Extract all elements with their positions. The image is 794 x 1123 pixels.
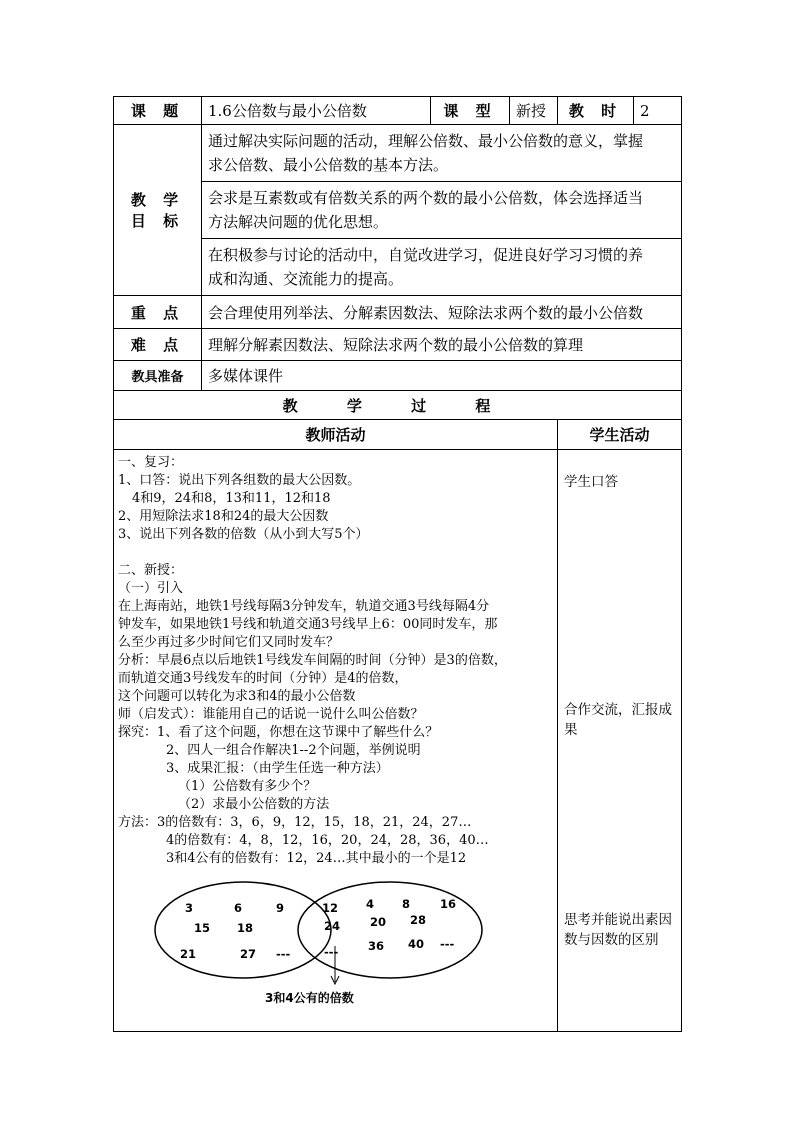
teacher-line: 3和4公有的倍数有：12，24…其中最小的一个是12	[166, 851, 467, 866]
goal-item-3-line1: 在积极参与讨论的活动中，自觉改进学习，促进良好学习习惯的养	[208, 246, 644, 264]
student-activity-head: 学生活动	[558, 420, 682, 450]
venn-svg	[118, 878, 538, 1008]
venn-caption: 3和4公有的倍数	[265, 991, 354, 1005]
venn-number-common: 24	[324, 919, 341, 933]
venn-number-left: 3	[185, 901, 194, 915]
venn-number-right: 28	[410, 913, 427, 927]
venn-number-right: ---	[440, 937, 455, 951]
process-title-row	[114, 391, 682, 420]
tools-label: 教具准备	[114, 361, 202, 391]
venn-number-right: 20	[370, 915, 387, 929]
tools-row	[114, 361, 682, 391]
student-note: 合作交流，汇报成果	[564, 702, 672, 738]
teacher-line: 4和9，24和8，13和11，12和18	[132, 491, 331, 506]
teacher-line: （一）引入	[118, 581, 184, 596]
difficult-point-value: 理解分解素因数法、短除法求两个数的最小公倍数的算理	[202, 329, 682, 361]
type-value: 新授	[510, 97, 558, 125]
topic-label: 课 题	[114, 97, 202, 125]
teacher-line: 3、说出下列各数的倍数（从小到大写5个）	[118, 527, 369, 542]
key-point-value: 会合理使用列举法、分解素因数法、短除法求两个数的最小公倍数	[202, 296, 682, 329]
teacher-line: 分析：早晨6点以后地铁1号线发车间隔的时间（分钟）是3的倍数，	[118, 653, 507, 668]
difficult-point-label: 难 点	[114, 329, 202, 361]
type-label: 课 型	[431, 97, 510, 125]
teacher-line: 而轨道交通3号线发车的时间（分钟）是4的倍数，	[118, 671, 408, 686]
goal-row-1	[114, 125, 682, 182]
venn-number-left: 27	[240, 947, 257, 961]
teacher-line: （1）公倍数有多少个？	[178, 779, 317, 794]
goal-item-1-line2: 求公倍数、最小公倍数的基本方法。	[208, 156, 449, 174]
venn-number-left: ---	[276, 947, 291, 961]
venn-diagram	[118, 878, 538, 1008]
process-title: 教 学 过 程	[114, 391, 682, 420]
teacher-line: 二、新授：	[118, 563, 184, 578]
venn-number-left: 9	[276, 901, 285, 915]
teacher-line: 1、口答：说出下列各组数的最大公因数。	[118, 473, 361, 488]
teacher-line: 3、成果汇报：（由学生任选一种方法）	[166, 761, 389, 776]
goals-label-line2: 目 标	[130, 212, 185, 230]
student-note: 数与因数的区别	[564, 932, 659, 948]
difficult-point-row	[114, 329, 682, 361]
goal-item-1-line1: 通过解决实际问题的活动，理解公倍数、最小公倍数的意义，掌握	[208, 132, 644, 150]
venn-number-left: 21	[180, 947, 197, 961]
venn-number-left: 15	[194, 921, 211, 935]
hours-label: 教 时	[558, 97, 634, 125]
process-body-row	[114, 450, 682, 1032]
teacher-line: 钟发车，如果地铁1号线和轨道交通3号线早上6：00同时发车，那	[118, 617, 498, 632]
student-activity-cell	[558, 450, 682, 1032]
goal-item-2-line2: 方法解决问题的优化思想。	[208, 213, 389, 231]
venn-number-common: ---	[324, 945, 339, 959]
venn-number-right: 16	[440, 897, 457, 911]
student-note: 思考并能说出素因	[564, 912, 672, 928]
lesson-plan-table	[113, 96, 682, 1032]
goal-item-3-line2: 成和沟通、交流能力的提高。	[208, 270, 404, 288]
key-point-label: 重 点	[114, 296, 202, 329]
teacher-line: 么至少再过多少时间它们又同时发车？	[118, 635, 340, 650]
goal-item-1	[202, 125, 682, 182]
teacher-line: 一、复习：	[118, 455, 184, 470]
teacher-line: （2）求最小公倍数的方法	[178, 797, 330, 812]
teacher-activity-head: 教师活动	[114, 420, 558, 450]
header-row	[114, 97, 682, 125]
teacher-line: 这个问题可以转化为求3和4的最小公倍数	[118, 689, 356, 704]
student-note: 学生口答	[564, 474, 618, 490]
teacher-activity-cell	[114, 450, 558, 1032]
goal-item-2-line1: 会求是互素数或有倍数关系的两个数的最小公倍数，体会选择适当	[208, 189, 644, 207]
venn-number-common: 12	[322, 901, 339, 915]
teacher-line-blank	[118, 544, 553, 562]
venn-number-right: 36	[368, 939, 385, 953]
hours-value: 2	[634, 97, 682, 125]
teacher-line: 4的倍数有：4，8，12，16，20，24，28，36，40…	[166, 833, 489, 848]
teacher-line: 探究：1、看了这个问题，你想在这节课中了解些什么？	[118, 725, 439, 740]
goal-item-3	[202, 239, 682, 296]
venn-number-right: 40	[408, 937, 425, 951]
venn-number-left: 6	[234, 901, 243, 915]
teacher-line: 2、四人一组合作解决1--2个问题，举例说明	[166, 743, 421, 758]
venn-number-right: 8	[402, 897, 411, 911]
teacher-line: 师（启发式）：谁能用自己的话说一说什么叫公倍数？	[118, 707, 424, 722]
venn-number-left: 18	[237, 921, 254, 935]
goals-label-line1: 教 学	[130, 191, 185, 209]
topic-value: 1.6公倍数与最小公倍数	[202, 97, 431, 125]
goals-label	[114, 125, 202, 296]
teacher-line: 在上海南站，地铁1号线每隔3分钟发车，轨道交通3号线每隔4分	[118, 599, 490, 614]
tools-value: 多媒体课件	[202, 361, 682, 391]
key-point-row	[114, 296, 682, 329]
teacher-line: 2、用短除法求18和24的最大公因数	[118, 509, 329, 524]
process-head-row	[114, 420, 682, 450]
teacher-line: 方法：3的倍数有：3，6，9，12，15，18，21，24，27…	[118, 815, 472, 830]
venn-number-right: 4	[366, 897, 375, 911]
goal-item-2	[202, 182, 682, 239]
